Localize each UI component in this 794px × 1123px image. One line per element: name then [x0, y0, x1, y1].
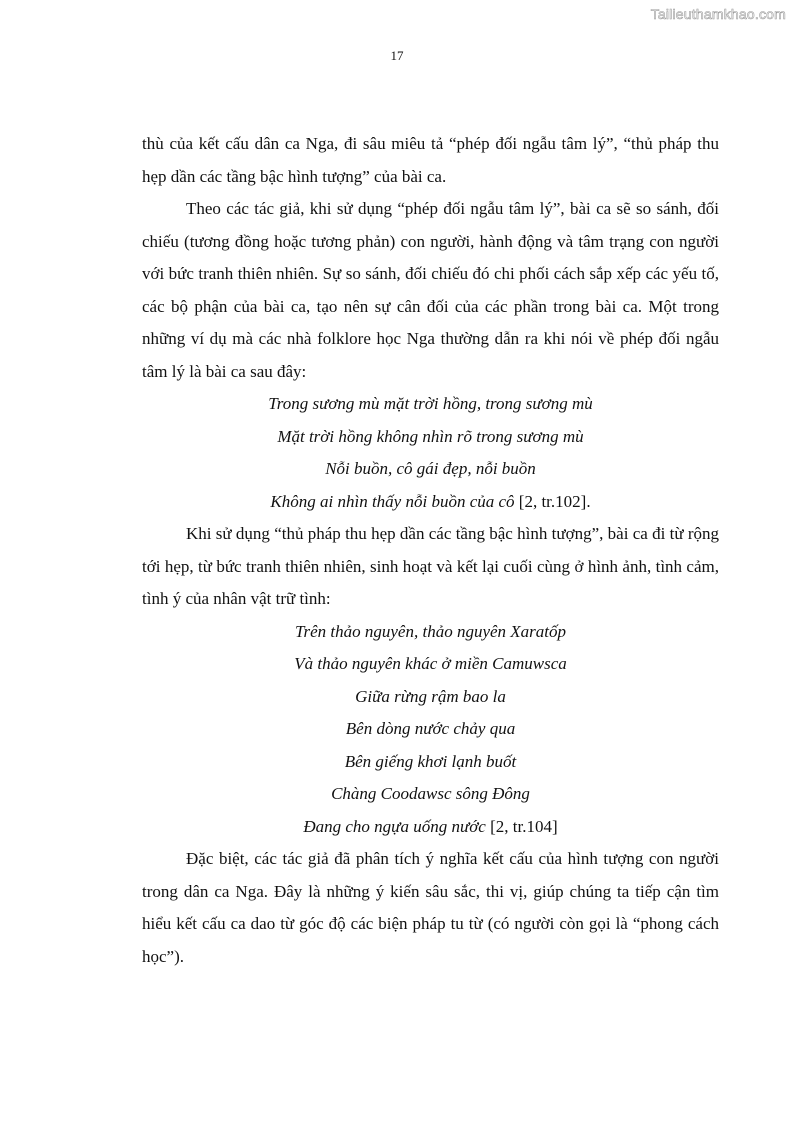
verse-line: Đang cho ngựa uống nước	[303, 816, 486, 836]
verse-line: Mặt trời hồng không nhìn rõ trong sương mù	[277, 426, 584, 446]
verse-line-with-citation	[142, 811, 719, 844]
verse-line: Bên dòng nước chảy qua	[345, 719, 516, 738]
verse-line: Trong sương mù mặt trời hồng, trong sương mù	[268, 394, 593, 413]
verse-line: Trên thảo nguyên, thảo nguyên Xaratốp	[294, 621, 567, 641]
verse-line-with-citation	[142, 486, 719, 519]
watermark: Tailieuthamkhao.com	[650, 6, 786, 22]
paragraph-3: Khi sử dụng “thủ pháp thu hẹp dần các tầng bậc hình tượng”, bài ca đi từ rộng tới hẹp, từ bức tranh thiên nhiên, sinh hoạt và kết lại cuối cùng ở hình ảnh, tình cảm, tình ý của nhân vật trữ tình:	[142, 524, 719, 608]
paragraph-1: thù của kết cấu dân ca Nga, đi sâu miêu tả “phép đối ngẫu tâm lý”, “thủ pháp thu hẹp dần các tầng bậc hình tượng” của bài ca.	[142, 134, 719, 186]
paragraph-2: Theo các tác giả, khi sử dụng “phép đối ngẫu tâm lý”, bài ca sẽ so sánh, đối chiếu (tương đồng hoặc tương phản) con người, hành động và tâm trạng con người với bức tranh thiên nhiên. Sự so sánh, đối chiếu đó chi phối cách sắp xếp các yếu tố, các bộ phận của bài ca, tạo nên sự cân đối của các phần trong bài ca. Một trong những ví dụ mà các nhà folklore học Nga thường dẫn ra khi nói về phép đối ngẫu tâm lý là bài ca sau đây:	[142, 199, 719, 381]
verse-line: Giữa rừng rậm bao la	[355, 686, 506, 706]
verse-block-1	[142, 388, 719, 518]
paragraph-4: Đặc biệt, các tác giả đã phân tích ý nghĩa kết cấu của hình tượng con người trong dân ca Nga. Đây là những ý kiến sâu sắc, thi vị, giúp chúng ta tiếp cận tìm hiểu kết cấu ca dao từ góc độ các biện pháp tu từ (có người còn gọi là “phong cách học”).	[142, 849, 719, 966]
citation: [2, tr.104]	[485, 816, 558, 836]
verse-line: Chàng Coodawsc sông Đông	[331, 784, 530, 803]
verse-block-2	[142, 616, 719, 844]
citation: [2, tr.102].	[514, 491, 591, 511]
verse-line: Bên giếng khơi lạnh buốt	[344, 751, 517, 771]
page-number: 17	[390, 48, 404, 63]
verse-line: Không ai nhìn thấy nỗi buồn của cô	[270, 491, 515, 511]
document-body	[142, 128, 719, 973]
verse-line: Và thảo nguyên khác ở miền Camuwsca	[294, 654, 567, 673]
verse-line: Nỗi buồn, cô gái đẹp, nỗi buồn	[325, 459, 536, 478]
